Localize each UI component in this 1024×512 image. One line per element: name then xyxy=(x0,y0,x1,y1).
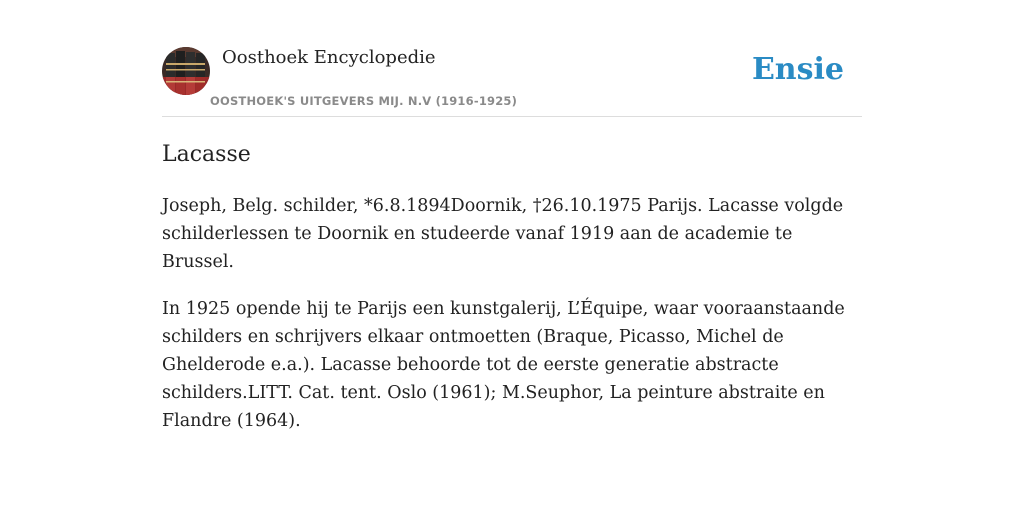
source-avatar[interactable] xyxy=(162,47,210,95)
book-spines-icon xyxy=(162,47,210,95)
article-body xyxy=(162,192,862,454)
source-title[interactable]: Oosthoek Encyclopedie xyxy=(222,47,436,68)
page-container xyxy=(162,0,862,431)
source-header xyxy=(162,0,862,117)
ensie-logo-link[interactable]: Ensie xyxy=(751,52,844,87)
article-title: Lacasse xyxy=(162,142,251,167)
article-paragraph-1: Joseph, Belg. schilder, *6.8.1894Doornik, †26.10.1975 Parijs. Lacasse volgde schilderlessen te Doornik en studeerde vanaf 1919 aan de academie te Brussel. xyxy=(162,196,844,272)
publisher-label: OOSTHOEK'S UITGEVERS MIJ. N.V (1916-1925) xyxy=(210,94,518,108)
article-paragraph-2: In 1925 opende hij te Parijs een kunstgalerij, L’Équipe, waar vooraanstaande schilders en schrijvers elkaar ontmoetten (Braque, Picasso, Michel de Ghelderode e.a.). Lacasse behoorde tot de eerste generatie abstracte schilders.LITT. Cat. tent. Oslo (1961); M.Seuphor, La peinture abstraite en Flandre (1964). xyxy=(162,299,845,431)
